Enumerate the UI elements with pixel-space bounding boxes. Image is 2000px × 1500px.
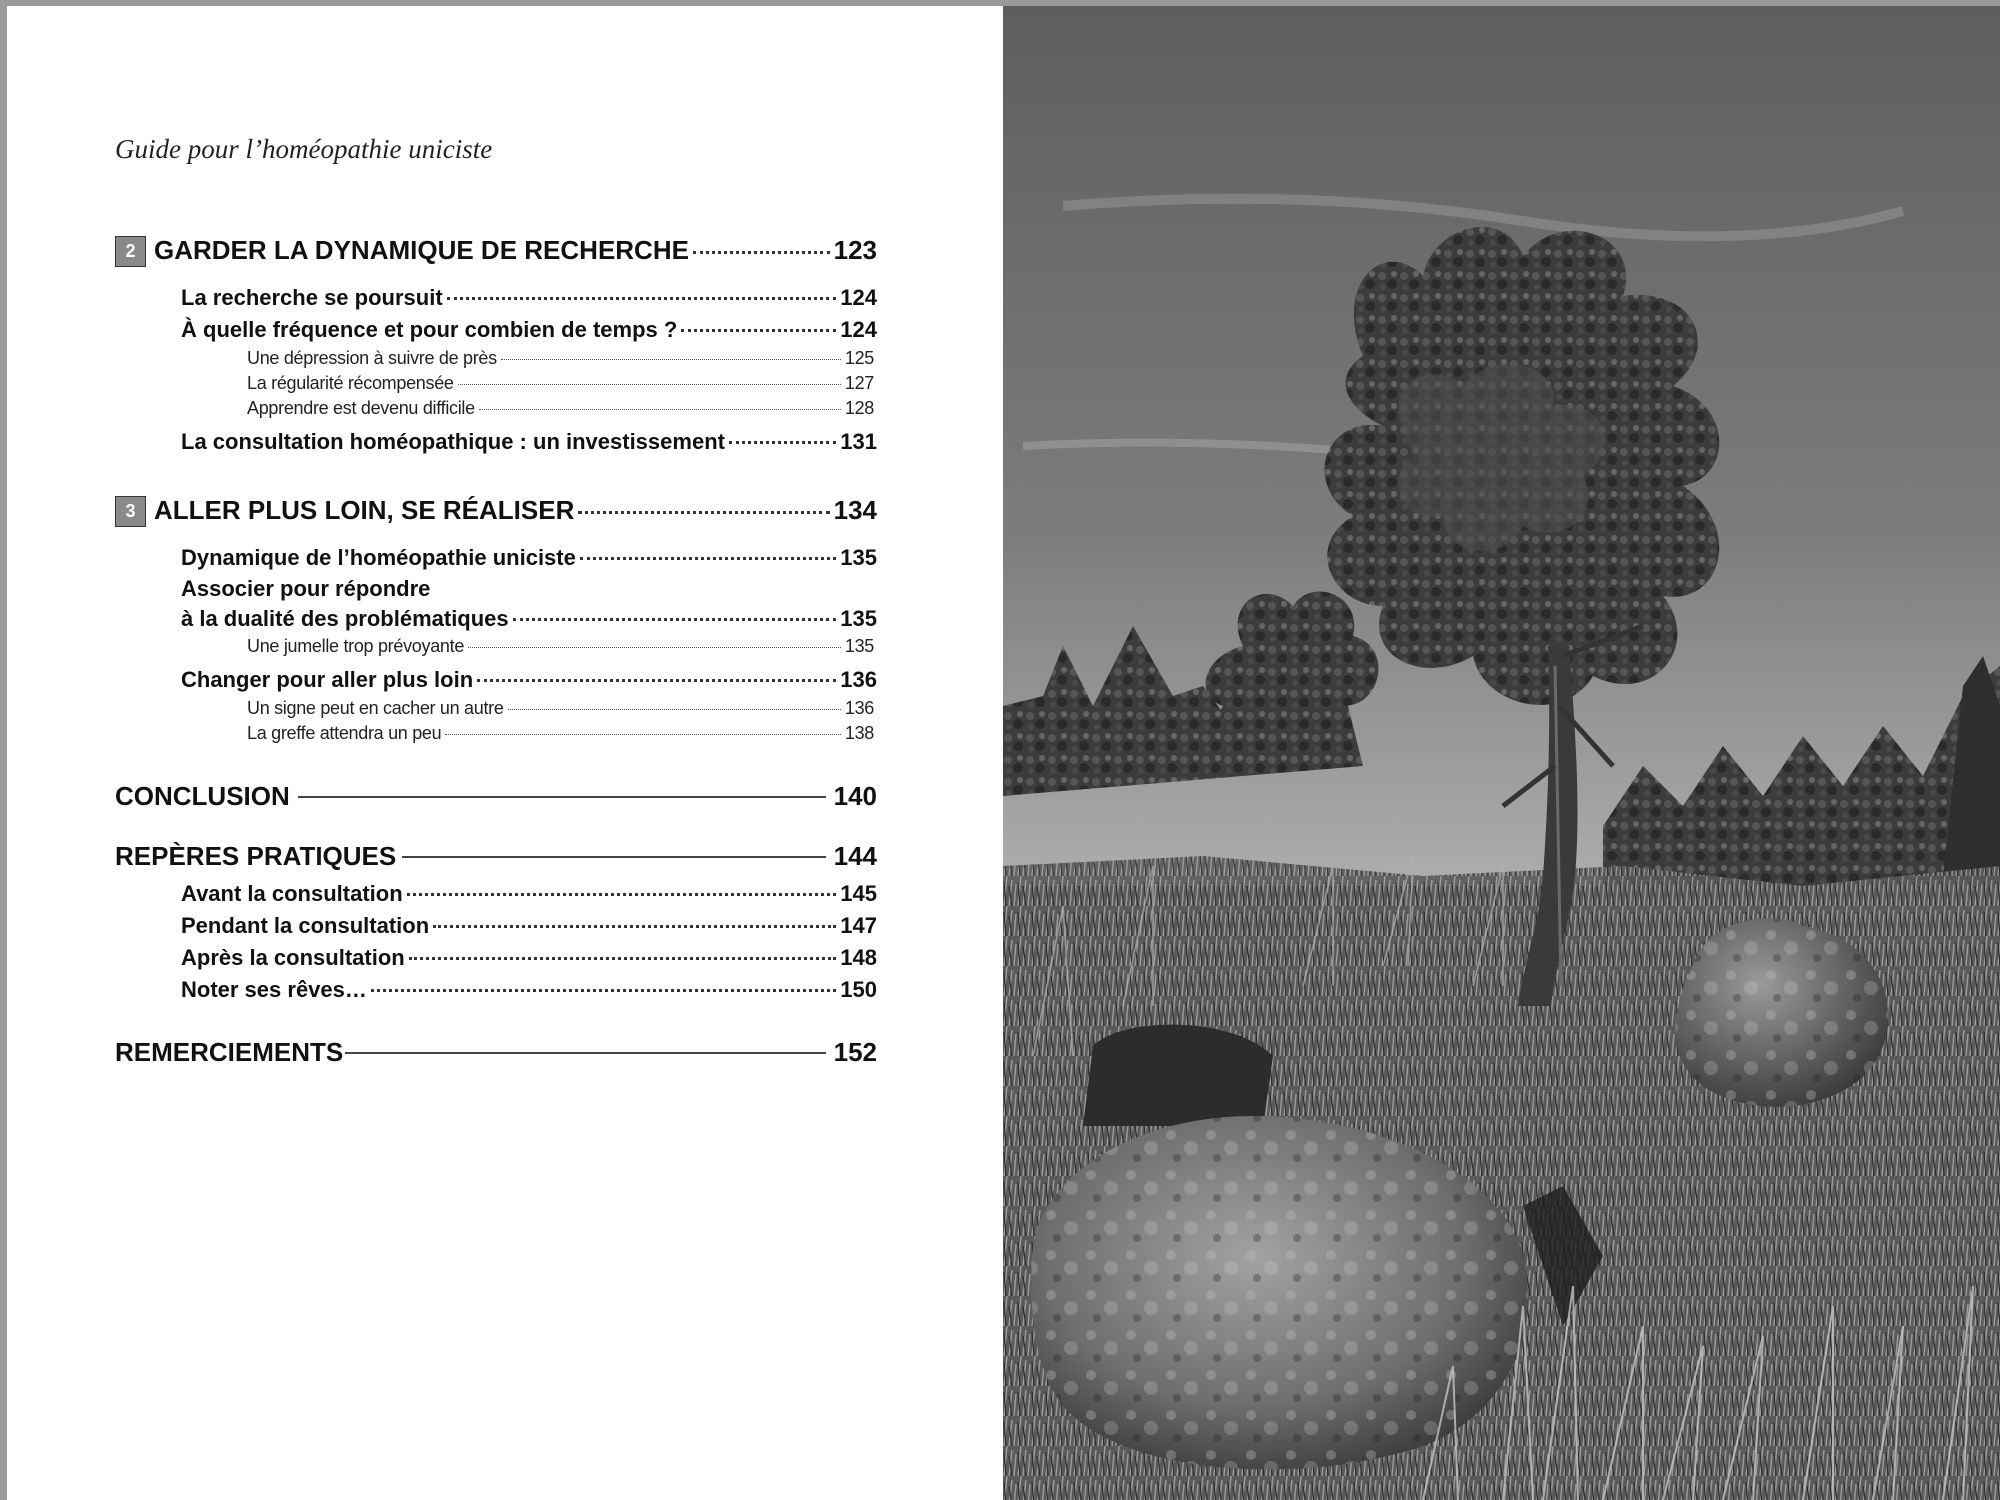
entry-title-line1: Associer pour répondre (181, 576, 431, 601)
toc-subentry[interactable] (115, 721, 877, 746)
dot-leader (445, 734, 841, 735)
toc-subentry[interactable] (115, 696, 877, 721)
page-number: 123 (833, 235, 877, 265)
major-title: CONCLUSION (115, 781, 290, 811)
page-number: 131 (840, 429, 877, 454)
page-number: 127 (844, 373, 874, 393)
dot-leader (409, 957, 837, 960)
dot-leader (693, 251, 830, 254)
dot-leader (371, 989, 836, 992)
part-number-badge: 3 (115, 496, 146, 527)
toc-entry[interactable] (115, 574, 877, 634)
toc-part-2[interactable] (115, 228, 877, 272)
dot-leader (681, 329, 836, 332)
dot-leader (433, 925, 836, 928)
dot-leader (580, 557, 836, 560)
rule-leader (402, 856, 825, 858)
toc-entry[interactable] (115, 314, 877, 346)
entry-title-line2: à la dualité des problématiques (181, 606, 509, 631)
entry-title: Changer pour aller plus loin (181, 667, 474, 692)
toc-subentry[interactable] (115, 396, 877, 421)
page-number: 136 (840, 667, 877, 692)
entry-title: La recherche se poursuit (181, 285, 443, 310)
toc-remerciements[interactable] (115, 1030, 877, 1074)
toc-entry[interactable] (115, 974, 877, 1006)
toc-entry[interactable] (115, 878, 877, 910)
major-title: REPÈRES PRATIQUES (115, 841, 397, 871)
entry-title: Après la consultation (181, 945, 405, 970)
rule-leader (298, 796, 826, 798)
subentry-title: La régularité récompensée (247, 373, 454, 393)
dot-leader (447, 297, 837, 300)
page-number: 135 (844, 636, 874, 656)
subentry-title: Apprendre est devenu difficile (247, 398, 475, 418)
page-number: 148 (840, 945, 877, 970)
table-of-contents (115, 228, 877, 1074)
page-number: 134 (833, 495, 877, 525)
page-number: 150 (840, 977, 877, 1002)
part-number-badge: 2 (115, 236, 146, 267)
page-number: 145 (840, 881, 877, 906)
dot-leader (501, 359, 841, 360)
toc-entry[interactable] (115, 282, 877, 314)
toc-subentry[interactable] (115, 346, 877, 371)
entry-title: Avant la consultation (181, 881, 403, 906)
subentry-title: Une dépression à suivre de près (247, 348, 497, 368)
toc-reperes-pratiques[interactable] (115, 834, 877, 878)
entry-title: Pendant la consultation (181, 913, 430, 938)
landscape-photo (1003, 6, 2000, 1500)
dot-leader (513, 618, 837, 621)
toc-page (7, 6, 1003, 1500)
subentry-title: Un signe peut en cacher un autre (247, 698, 504, 718)
major-title: REMERCIEMENTS (115, 1037, 344, 1067)
entry-title: La consultation homéopathique : un investissement (181, 429, 725, 454)
entry-title: À quelle fréquence et pour combien de temps ? (181, 317, 678, 342)
book-spread (7, 6, 2000, 1500)
toc-entry[interactable] (115, 664, 877, 696)
page-number: 138 (844, 723, 874, 743)
dot-leader (407, 893, 837, 896)
part-title: GARDER LA DYNAMIQUE DE RECHERCHE (154, 235, 689, 265)
dot-leader (479, 409, 841, 410)
page-number: 152 (833, 1037, 877, 1067)
toc-entry[interactable] (115, 426, 877, 458)
part-title: ALLER PLUS LOIN, SE RÉALISER (154, 495, 575, 525)
entry-title: Noter ses rêves… (181, 977, 367, 1002)
dot-leader (468, 647, 841, 648)
dot-leader (458, 384, 841, 385)
dot-leader (508, 709, 841, 710)
dot-leader (729, 441, 836, 444)
dot-leader (477, 679, 836, 682)
toc-entry[interactable] (115, 910, 877, 942)
toc-subentry[interactable] (115, 634, 877, 659)
dot-leader (578, 511, 829, 514)
page-number: 124 (840, 285, 877, 310)
rule-leader (345, 1052, 825, 1054)
toc-part-3[interactable] (115, 488, 877, 532)
photo-page (1003, 6, 2000, 1500)
subentry-title: La greffe attendra un peu (247, 723, 442, 743)
page-number: 128 (844, 398, 874, 418)
running-head: Guide pour l’homéopathie uniciste (115, 134, 493, 164)
page-number: 144 (833, 841, 877, 871)
subentry-title: Une jumelle trop prévoyante (247, 636, 465, 656)
page-number: 147 (840, 913, 877, 938)
entry-title: Dynamique de l’homéopathie uniciste (181, 545, 576, 570)
page-number: 136 (844, 698, 874, 718)
page-number: 140 (833, 781, 877, 811)
toc-subentry[interactable] (115, 371, 877, 396)
page-number: 124 (840, 317, 877, 342)
toc-entry[interactable] (115, 542, 877, 574)
toc-conclusion[interactable] (115, 774, 877, 818)
page-number: 135 (840, 606, 877, 631)
page-number: 125 (844, 348, 874, 368)
page-number: 135 (840, 545, 877, 570)
toc-entry[interactable] (115, 942, 877, 974)
